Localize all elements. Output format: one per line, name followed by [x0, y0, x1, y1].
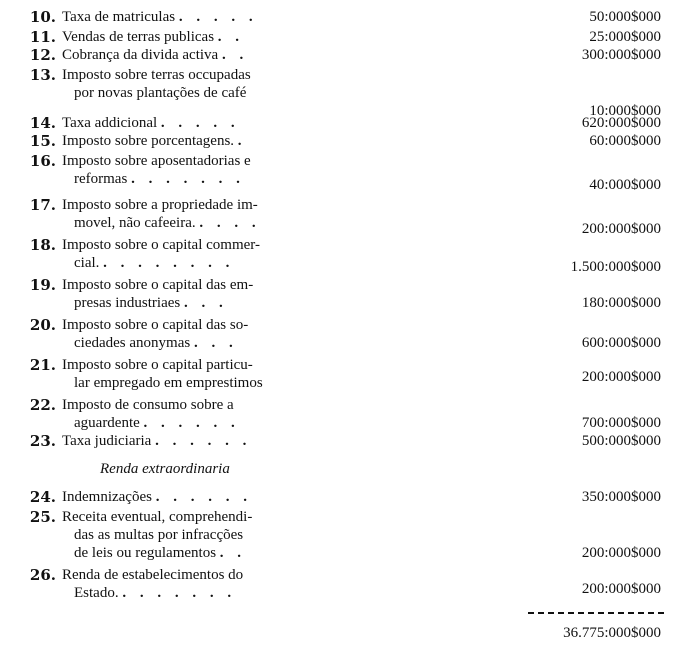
row-value: 1.500:000$000 — [570, 259, 661, 275]
row-description: Taxa addicional — [62, 115, 158, 131]
row-description-cont: ciedades anonymas — [74, 335, 191, 351]
revenue-row-12: 12. Cobrança da divida activa . . 300:000$000 — [0, 46, 679, 68]
row-value: 200:000$000 — [581, 545, 661, 561]
revenue-row-11: 11. Vendas de terras publicas . . 25:000$000 — [0, 28, 679, 50]
row-description-cont: presas industriaes — [74, 295, 181, 311]
row-description: Imposto de consumo sobre a — [62, 397, 234, 413]
row-number: 19. — [29, 276, 56, 294]
row-number: 14. — [29, 114, 56, 132]
row-number: 18. — [29, 236, 56, 254]
row-description: Imposto sobre o capital das so- — [62, 317, 249, 333]
revenue-row-26-cont: Estado. . . . . . . . 200:000$000 — [74, 581, 661, 601]
revenue-row-25-cont2: de leis ou regulamentos . . 200:000$000 — [74, 545, 661, 561]
row-number: 21. — [29, 356, 56, 374]
row-value: 25:000$000 — [589, 29, 661, 45]
row-description: Imposto sobre aposentadorias e — [62, 153, 251, 169]
revenue-row-22-cont: aguardente . . . . . . 700:000$000 — [74, 415, 661, 431]
row-value: 10:000$000 — [589, 103, 661, 119]
row-description-cont: Estado. — [74, 585, 119, 601]
row-value: 700:000$000 — [581, 415, 661, 431]
row-description-cont: cial. — [74, 255, 100, 271]
row-description-cont: movel, não cafeeira. — [74, 215, 196, 231]
row-description: Imposto sobre o capital particu- — [62, 357, 253, 373]
revenue-row-17-cont: movel, não cafeeira. . . . . 200:000$000 — [74, 215, 661, 237]
revenue-row-23: 23. Taxa judiciaria . . . . . . 500:000$000 — [0, 432, 679, 454]
row-number: 10. — [29, 8, 56, 26]
row-description: Indemnizações — [62, 489, 152, 505]
revenue-row-10: 10. Taxa de matriculas . . . . . 50:000$000 — [0, 8, 679, 30]
row-value: 620:000$000 — [581, 115, 661, 131]
row-value: 300:000$000 — [581, 47, 661, 63]
revenue-row-16-cont: reformas . . . . . . . 40:000$000 — [74, 171, 661, 193]
row-value: 200:000$000 — [581, 369, 661, 385]
row-number: 24. — [29, 488, 56, 506]
revenue-row-19-cont: presas industriaes . . . 180:000$000 — [74, 295, 661, 311]
row-number: 13. — [29, 66, 56, 84]
revenue-row-14: 14. Taxa addicional . . . . . 620:000$000 — [0, 114, 679, 136]
row-value: 600:000$000 — [581, 335, 661, 351]
row-description-cont: aguardente — [74, 415, 140, 431]
row-value: 350:000$000 — [581, 489, 661, 505]
row-number: 20. — [29, 316, 56, 334]
section-heading: Renda extraordinaria — [100, 461, 230, 477]
row-description: Imposto sobre terras occupadas — [62, 67, 251, 83]
row-number: 17. — [29, 196, 56, 214]
row-description-cont: lar empregado em emprestimos — [74, 375, 263, 391]
row-number: 11. — [29, 28, 56, 46]
row-description: Taxa de matriculas — [62, 9, 176, 25]
row-description-cont: de leis ou regulamentos — [74, 545, 217, 561]
row-number: 15. — [29, 132, 56, 150]
row-description-cont: reformas — [74, 171, 128, 187]
row-number: 23. — [29, 432, 56, 450]
row-description: Renda de estabelecimentos do — [62, 567, 244, 583]
row-description: Receita eventual, comprehendi- — [62, 509, 253, 525]
row-number: 25. — [29, 508, 56, 526]
row-description: Imposto sobre o capital das em- — [62, 277, 254, 293]
row-value: 180:000$000 — [581, 295, 661, 311]
row-description: Imposto sobre a propriedade im- — [62, 197, 258, 213]
revenue-row-20-cont: ciedades anonymas . . . 600:000$000 — [74, 335, 661, 351]
row-number: 26. — [29, 566, 56, 584]
grand-total: 36.775:000$000 — [563, 625, 661, 641]
row-description: Vendas de terras publicas — [62, 29, 215, 45]
row-description: Taxa judiciaria — [62, 433, 152, 449]
revenue-row-15: 15. Imposto sobre porcentagens. . 60:000$000 — [0, 132, 679, 154]
row-description: Imposto sobre porcentagens. — [62, 133, 235, 149]
row-description-cont: das as multas por infracções — [74, 527, 244, 543]
revenue-row-18-cont: cial. . . . . . . . . 1.500:000$000 — [74, 255, 661, 275]
row-description: Imposto sobre o capital commer- — [62, 237, 260, 253]
row-value: 200:000$000 — [581, 221, 661, 237]
row-number: 22. — [29, 396, 56, 414]
row-description: Cobrança da divida activa — [62, 47, 219, 63]
row-value: 500:000$000 — [581, 433, 661, 449]
revenue-row-21-cont — [0, 369, 679, 396]
revenue-row-24: 24. Indemnizações . . . . . . 350:000$000 — [0, 488, 679, 510]
row-number: 12. — [29, 46, 56, 64]
row-description-cont: por novas plantações de café — [74, 85, 247, 101]
row-value: 200:000$000 — [581, 581, 661, 597]
total-rule — [528, 612, 664, 614]
row-value: 50:000$000 — [589, 9, 661, 25]
row-value: 60:000$000 — [589, 133, 661, 149]
row-value: 40:000$000 — [589, 177, 661, 193]
row-number: 16. — [29, 152, 56, 170]
